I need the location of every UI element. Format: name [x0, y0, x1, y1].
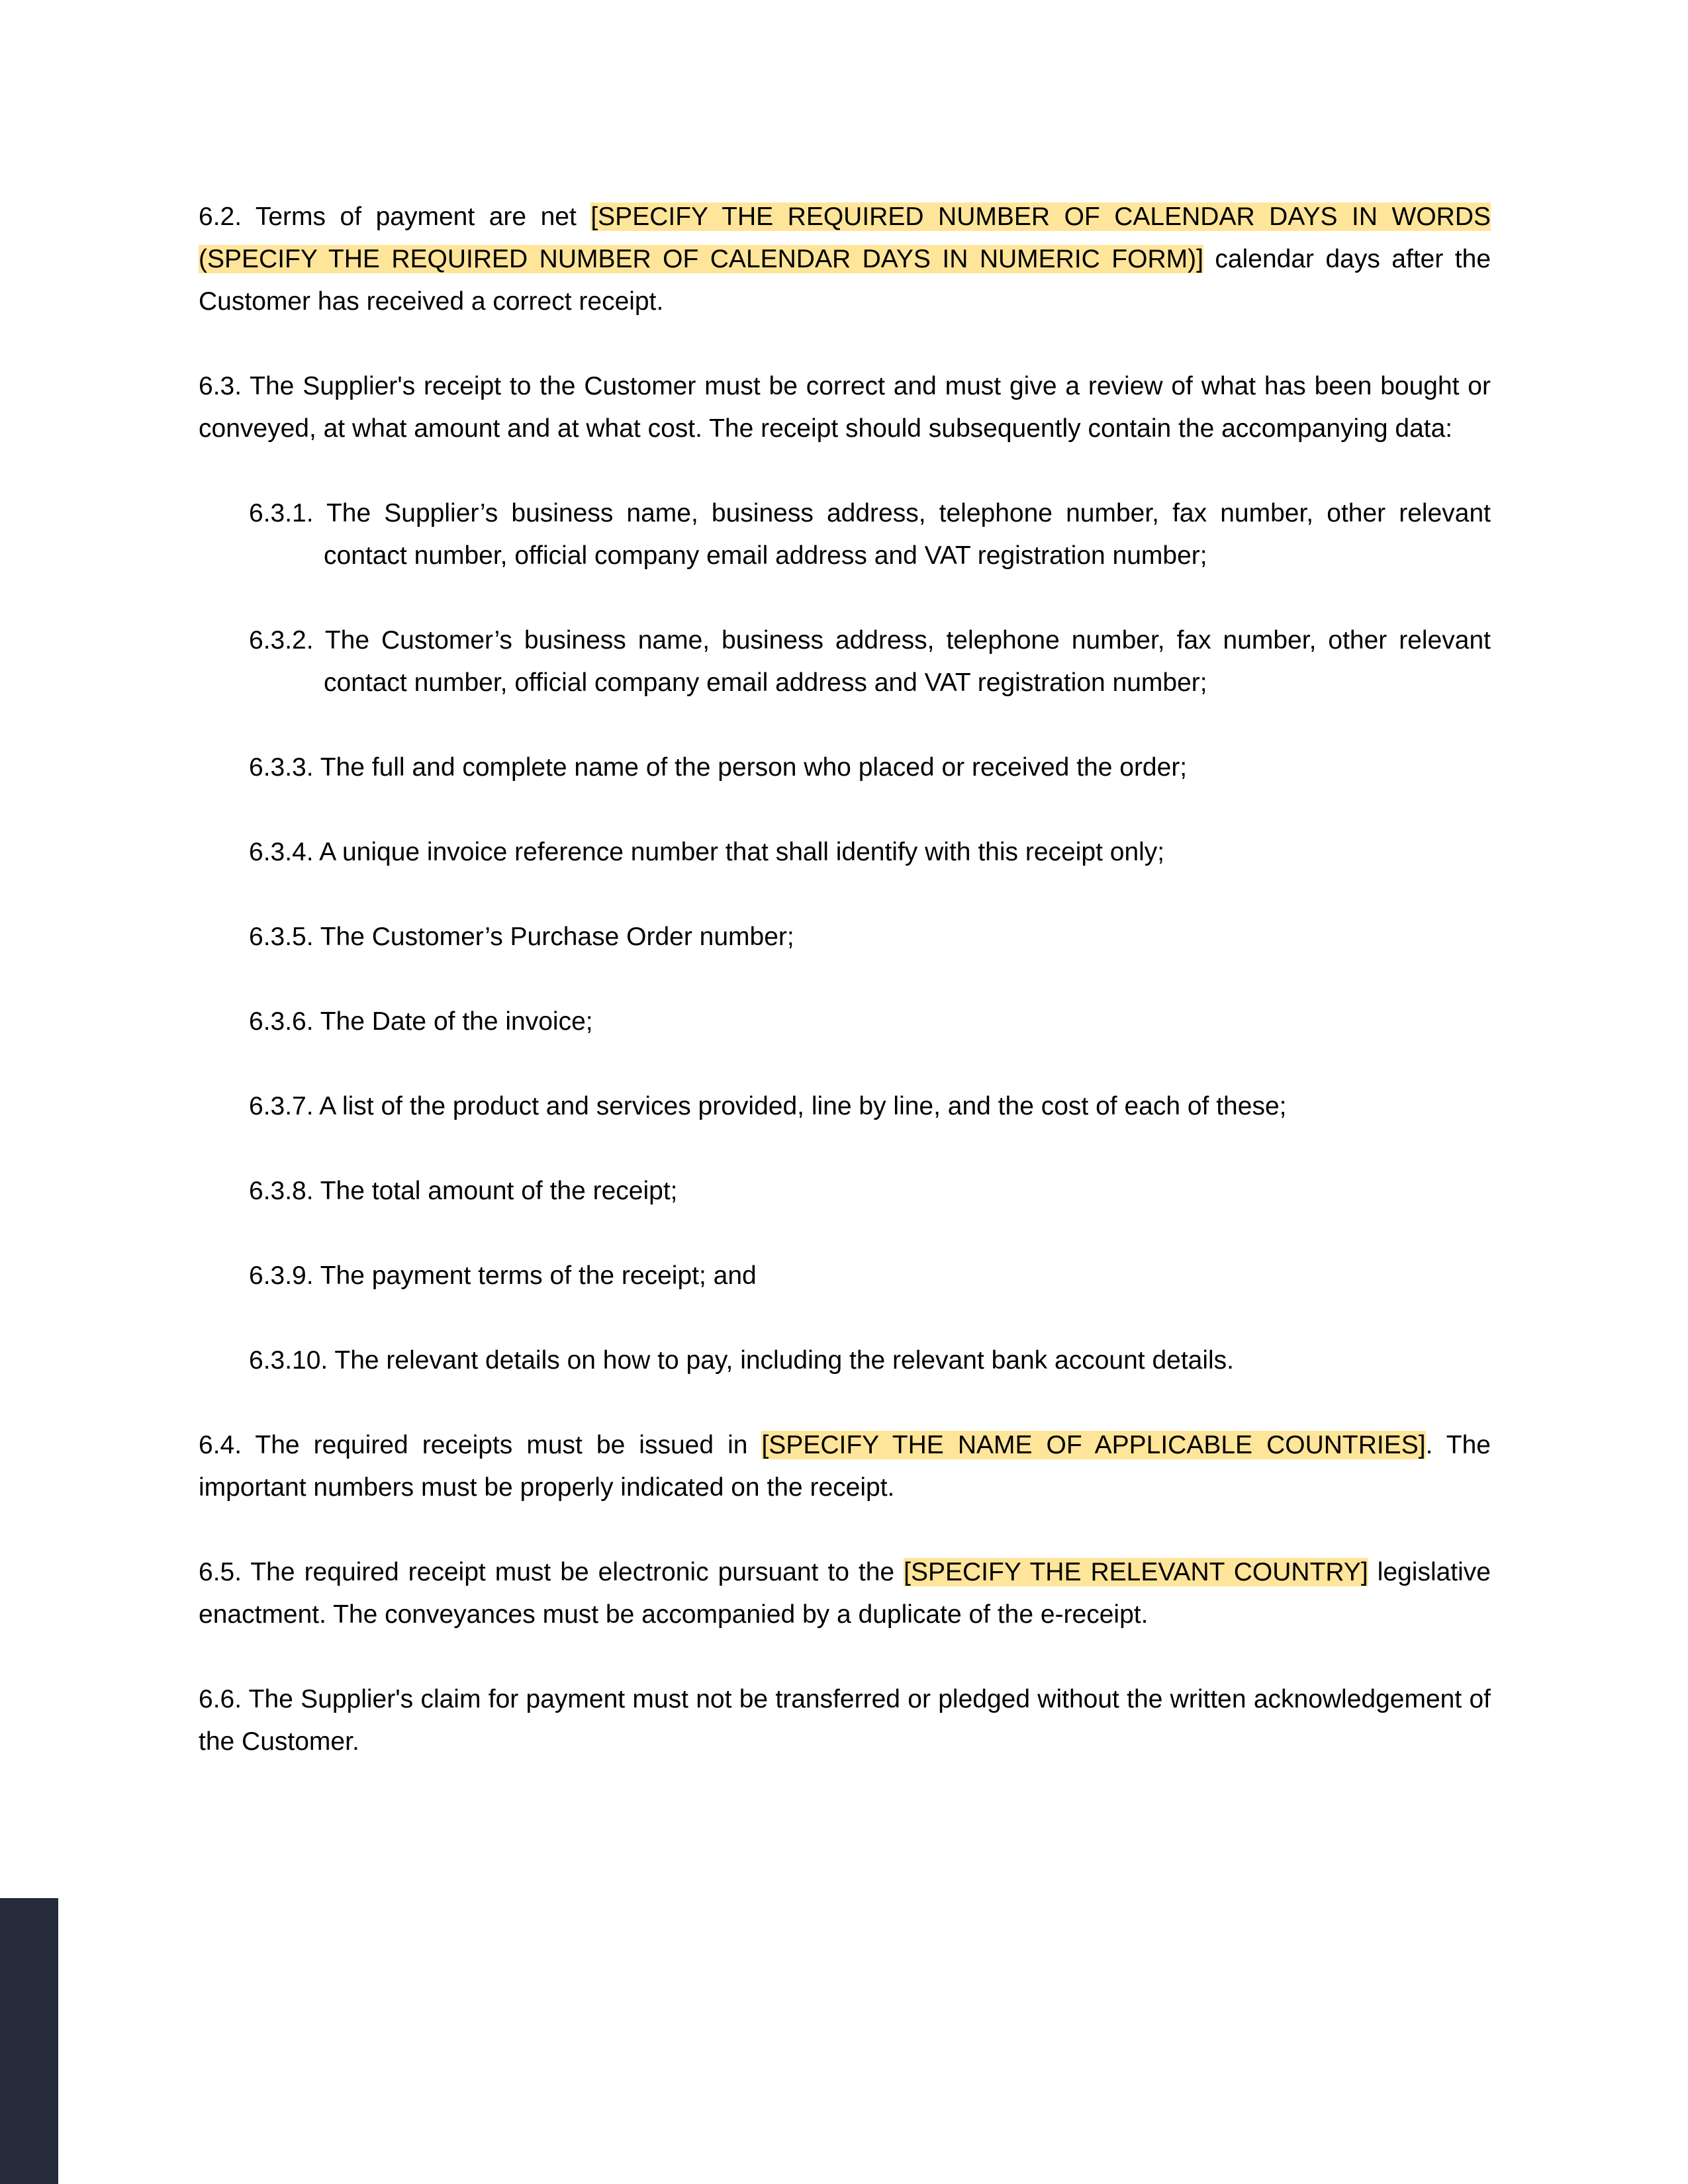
- clause-6-3: 6.3. The Supplier's receipt to the Customer must be correct and must give a review of what has been bought or conveyed, at what amount and at what cost. The receipt should subsequently contain the accompanying data:: [199, 372, 1491, 443]
- clause-6-3-6: 6.3.6. The Date of the invoice;: [249, 1007, 593, 1036]
- clause-6-5-text-before: 6.5. The required receipt must be electronic pursuant to the: [199, 1558, 904, 1586]
- clause-6-3-5: 6.3.5. The Customer’s Purchase Order number;: [249, 923, 794, 951]
- clause-6-3-8: 6.3.8. The total amount of the receipt;: [249, 1177, 678, 1205]
- clause-6-2: [199, 196, 1491, 323]
- clause-6-4-text-before: 6.4. The required receipts must be issued in: [199, 1431, 762, 1459]
- clause-6-2-text-after: calendar days after the Customer has received a correct receipt.: [199, 245, 1491, 316]
- clause-6-3-3: 6.3.3. The full and complete name of the person who placed or received the order;: [249, 753, 1188, 782]
- clause-6-2-text-before: 6.2. Terms of payment are net: [199, 203, 591, 231]
- clause-6-4: [199, 1424, 1491, 1509]
- clause-6-3-4: 6.3.4. A unique invoice reference number that shall identify with this receipt only;: [249, 838, 1165, 866]
- clause-6-3-7: 6.3.7. A list of the product and services provided, line by line, and the cost of each of these;: [249, 1092, 1287, 1120]
- placeholder-relevant-country: [SPECIFY THE RELEVANT COUNTRY]: [904, 1558, 1368, 1586]
- clause-6-3-2: 6.3.2. The Customer’s business name, business address, telephone number, fax number, other relevant contact number, official company email address and VAT registration number;: [249, 626, 1491, 697]
- clause-6-5: [199, 1551, 1491, 1636]
- clause-6-6: 6.6. The Supplier's claim for payment must not be transferred or pledged without the written acknowledgement of the Customer.: [199, 1685, 1491, 1756]
- clause-6-3-10: 6.3.10. The relevant details on how to pay, including the relevant bank account details.: [249, 1346, 1235, 1375]
- clause-6-4-text-after: . The important numbers must be properly indicated on the receipt.: [199, 1431, 1491, 1502]
- clause-6-3-1: 6.3.1. The Supplier’s business name, business address, telephone number, fax number, other relevant contact number, official company email address and VAT registration number;: [249, 499, 1491, 570]
- placeholder-calendar-days: [SPECIFY THE REQUIRED NUMBER OF CALENDAR DAYS IN WORDS (SPECIFY THE REQUIRED NUMBER OF CALENDAR DAYS IN NUMERIC FORM)]: [199, 203, 1491, 273]
- document-body: [199, 196, 1491, 1805]
- decorative-side-bar: [0, 1898, 58, 2184]
- clause-6-3-9: 6.3.9. The payment terms of the receipt; and: [249, 1261, 757, 1290]
- clause-6-5-text-after: legislative enactment. The conveyances must be accompanied by a duplicate of the e-receipt.: [199, 1558, 1491, 1629]
- placeholder-applicable-countries: [SPECIFY THE NAME OF APPLICABLE COUNTRIES]: [761, 1431, 1426, 1459]
